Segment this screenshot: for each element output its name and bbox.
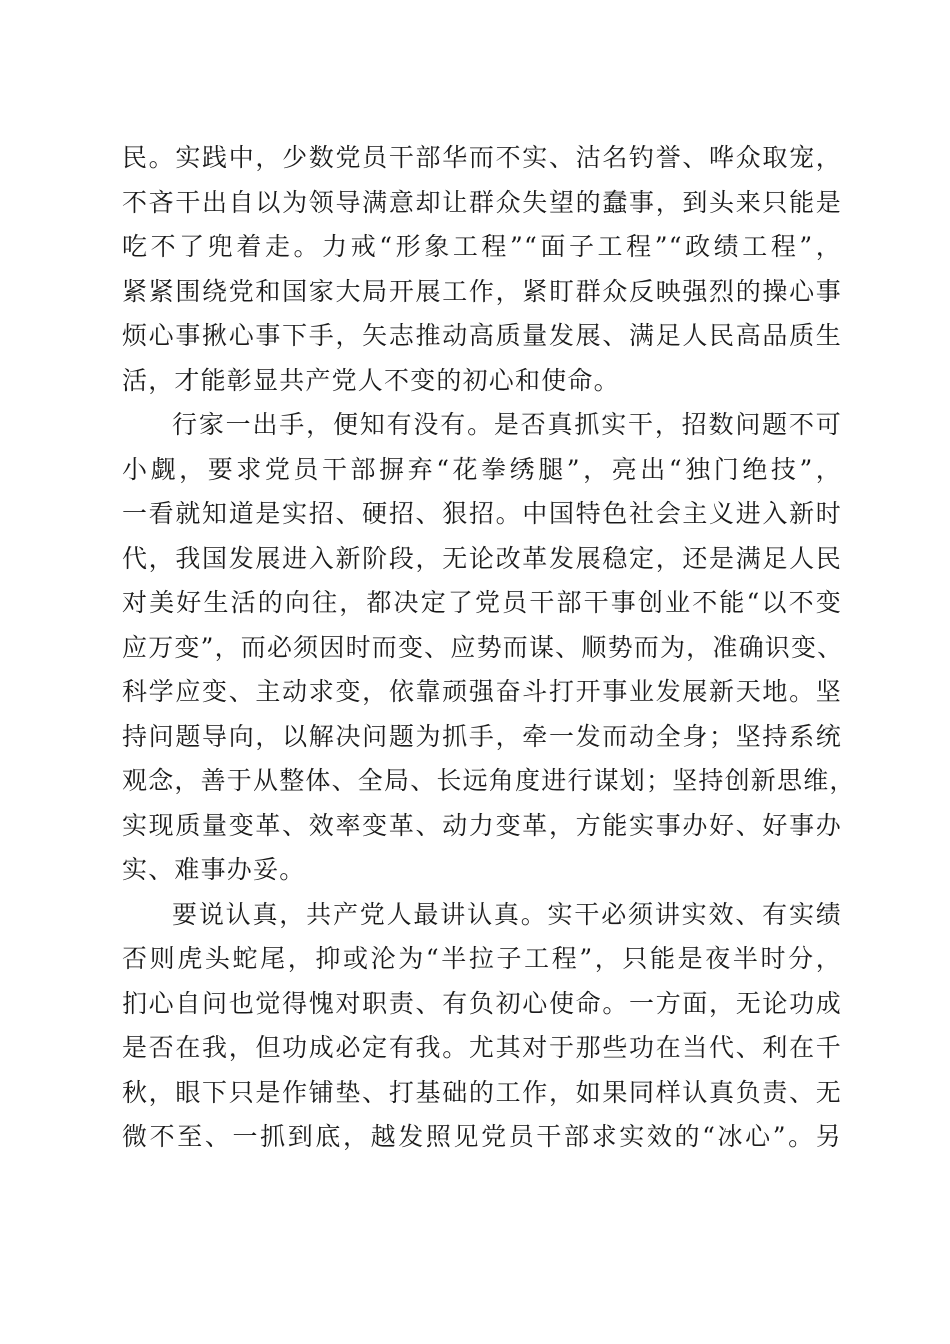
paragraph-first-line: 行家一出手，便知有没有。是否真抓实干，招数问题不可: [172, 410, 842, 439]
text-line: 观念，善于从整体、全局、长远角度进行谋划；坚持创新思维，: [122, 766, 856, 795]
text-line: 小觑，要求党员干部摒弃“花拳绣腿”，亮出“独门绝技”，: [122, 454, 842, 484]
text-line: 应万变”，而必须因时而变、应势而谋、顺势而为，准确识变、: [122, 632, 844, 662]
text-line: 持问题导向，以解决问题为抓手，牵一发而动全身；坚持系统: [122, 721, 842, 751]
text-line: 对美好生活的向往，都决定了党员干部干事创业不能“以不变: [122, 588, 842, 617]
document-body: [122, 136, 856, 1160]
text-line: 烦心事揪心事下手，矢志推动高质量发展、满足人民高品质生: [122, 321, 842, 350]
text-line: 科学应变、主动求变，依靠顽强奋斗打开事业发展新天地。坚: [122, 677, 842, 706]
text-line: 微不至、一抓到底，越发照见党员干部求实效的“冰心”。另: [122, 1122, 842, 1151]
text-line: 吃不了兜着走。力戒“形象工程”“面子工程”“政绩工程”，: [122, 232, 842, 261]
text-line: 实、难事办妥。: [122, 855, 306, 884]
text-line: 秋，眼下只是作铺垫、打基础的工作，如果同样认真负责、无: [122, 1077, 842, 1107]
text-line: 实现质量变革、效率变革、动力变革，方能实事办好、好事办: [122, 810, 842, 840]
text-line: 是否在我，但功成必定有我。尤其对于那些功在当代、利在千: [122, 1033, 842, 1062]
text-line: 不吝干出自以为领导满意却让群众失望的蠢事，到头来只能是: [122, 187, 842, 217]
text-line: 代，我国发展进入新阶段，无论改革发展稳定，还是满足人民: [122, 543, 842, 573]
text-line: 民。实践中，少数党员干部华而不实、沽名钓誉、哗众取宠，: [122, 143, 842, 172]
text-line: 一看就知道是实招、硬招、狠招。中国特色社会主义进入新时: [122, 499, 842, 528]
text-line: 否则虎头蛇尾，抑或沦为“半拉子工程”，只能是夜半时分，: [122, 944, 842, 973]
text-line: 扪心自问也觉得愧对职责、有负初心使命。一方面，无论功成: [122, 988, 842, 1018]
text-line: 活，才能彰显共产党人不变的初心和使命。: [122, 365, 620, 395]
text-line: 紧紧围绕党和国家大局开展工作，紧盯群众反映强烈的操心事: [122, 276, 842, 306]
paragraph-first-line: 要说认真，共产党人最讲认真。实干必须讲实效、有实绩: [172, 899, 842, 929]
